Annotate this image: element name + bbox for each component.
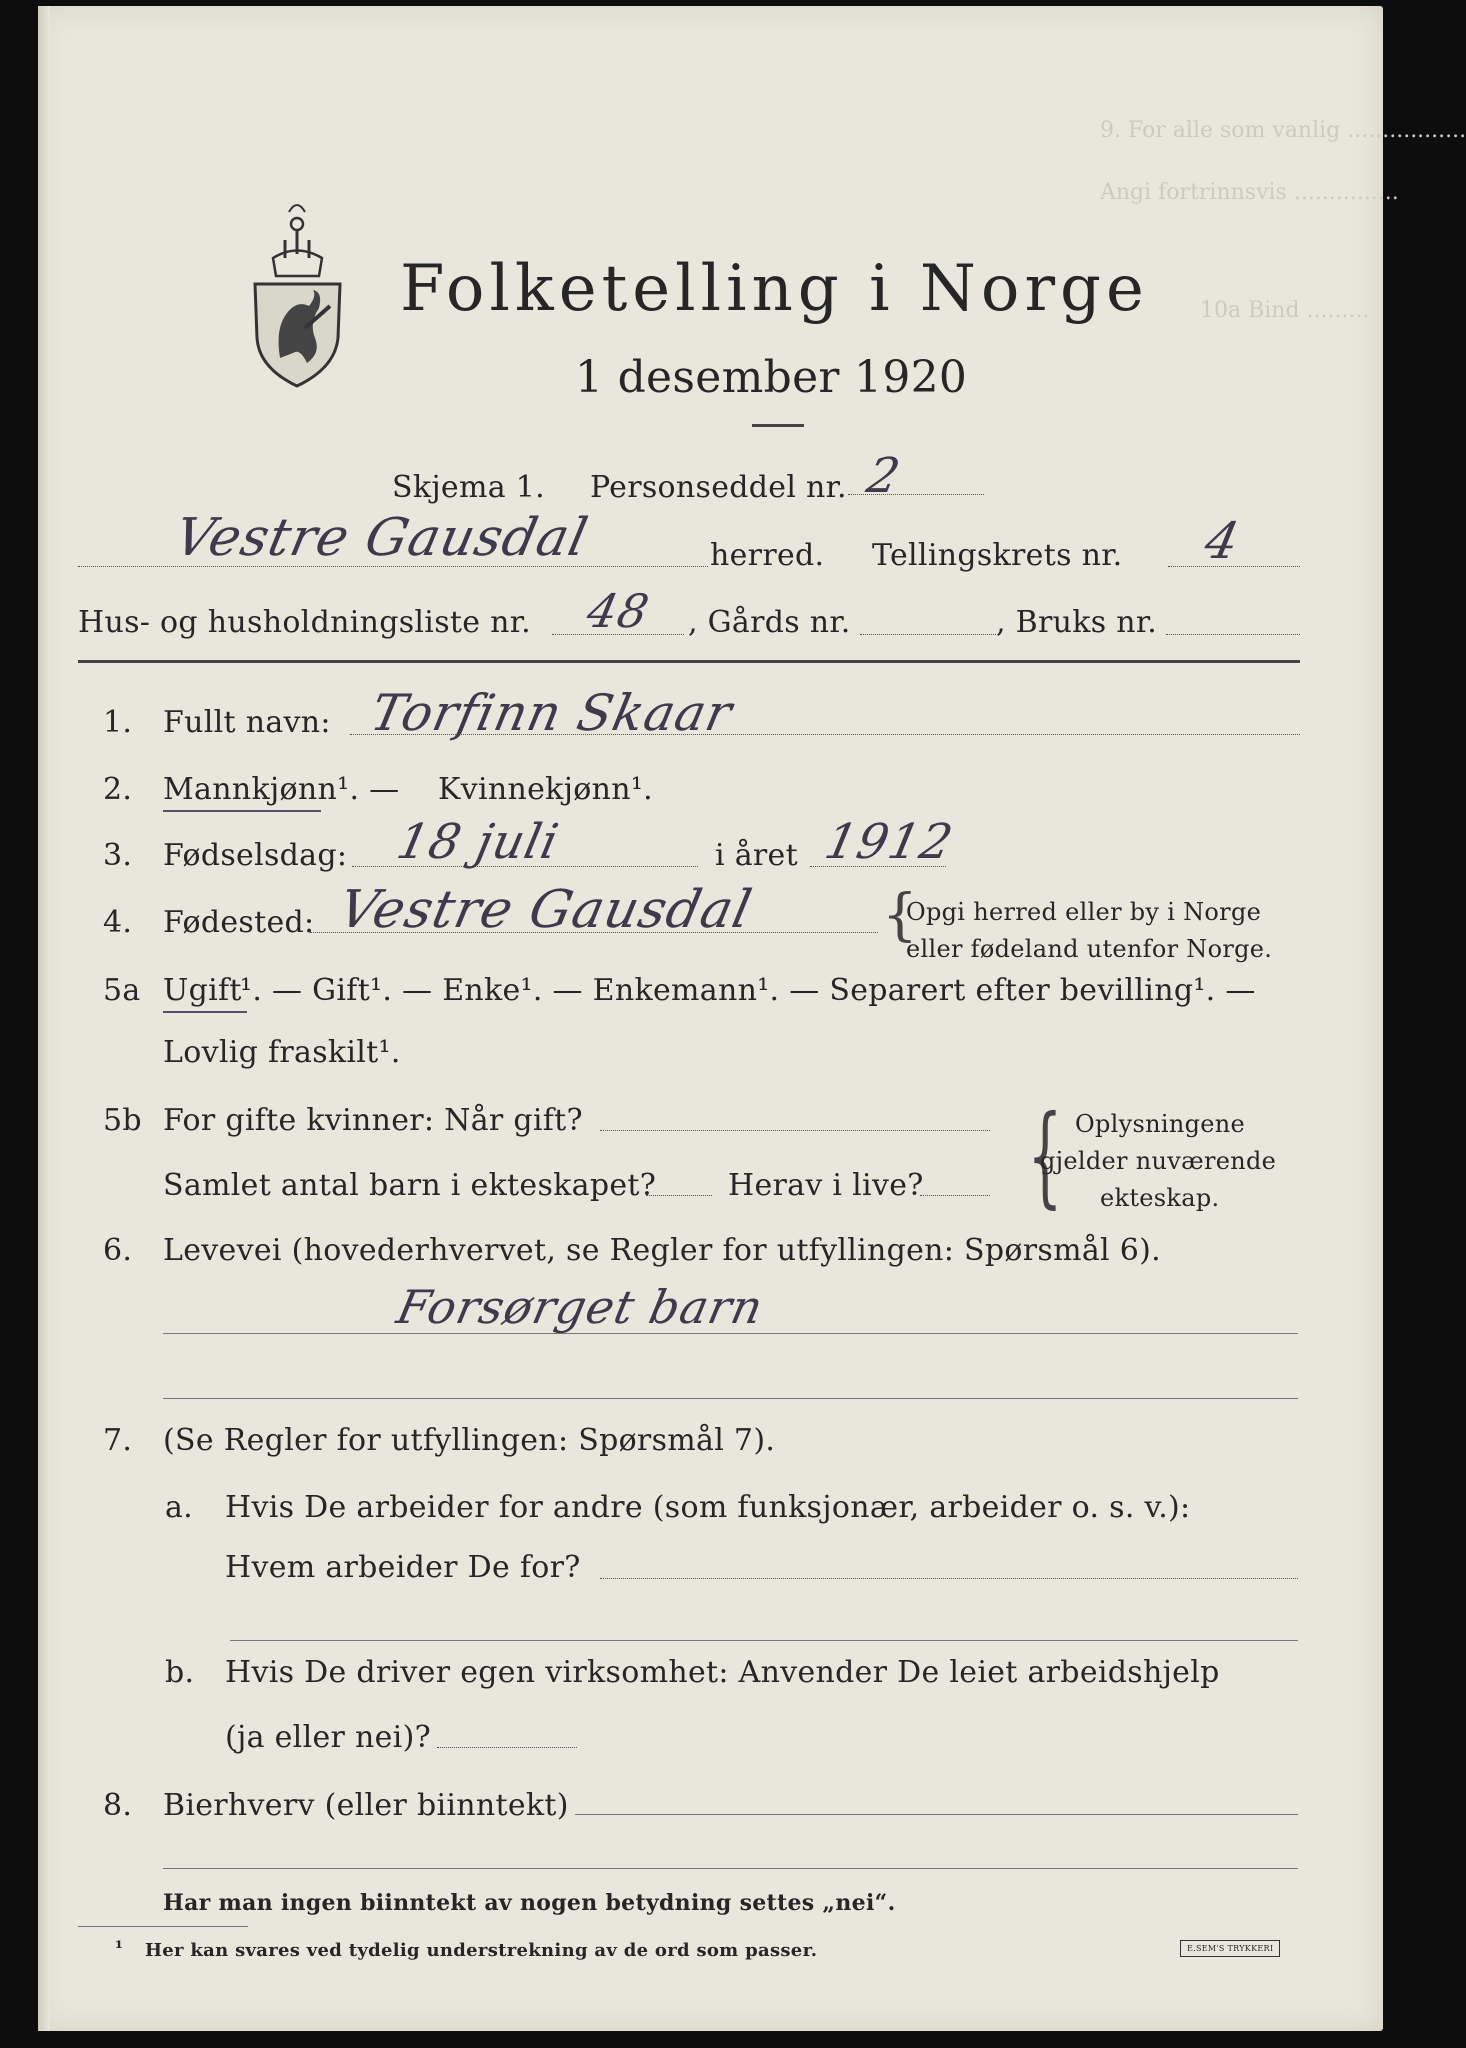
hired-help-field[interactable]	[437, 1747, 577, 1748]
footnote-text: Her kan svares ved tydelig understrekning av de ord som passer.	[145, 1940, 818, 1961]
q5b-children-label: Samlet antal barn i ekteskapet?	[163, 1168, 657, 1203]
q5b-note-3: ekteskap.	[1100, 1184, 1220, 1212]
employer-field-line-2[interactable]	[230, 1640, 1298, 1641]
male-underline-mark	[163, 810, 321, 812]
q5a-number: 5a	[103, 973, 141, 1008]
bruks-label: , Bruks nr.	[996, 605, 1158, 640]
husliste-value: 48	[582, 584, 655, 638]
bleed-through: 10a Bind .........	[1200, 298, 1370, 323]
personseddel-value: 2	[862, 448, 906, 504]
marital-other-options[interactable]: ¹. — Gift¹. — Enke¹. — Enkemann¹. — Separert efter bevilling¹. —	[240, 973, 1256, 1008]
q4-number: 4.	[103, 905, 133, 940]
gender-male-option[interactable]: Mannkjønn¹. —	[163, 772, 400, 807]
coat-of-arms-icon	[245, 188, 350, 388]
q5b-note-1: Oplysningene	[1075, 1110, 1246, 1138]
marital-ugift-option[interactable]: Ugift	[163, 973, 242, 1008]
census-date: 1 desember 1920	[575, 352, 968, 403]
printer-stamp: E.SEM'S TRYKKERI	[1180, 1940, 1280, 1957]
q7b-letter: b.	[165, 1655, 195, 1690]
full-name-value: Torfinn Skaar	[365, 684, 738, 742]
q6-number: 6.	[103, 1233, 133, 1268]
q8-number: 8.	[103, 1788, 133, 1823]
q4-label: Fødested:	[163, 905, 315, 940]
note-brace: {	[882, 883, 918, 948]
q5b-number: 5b	[103, 1103, 142, 1138]
children-count-field[interactable]	[646, 1195, 712, 1196]
marital-fraskilt-option[interactable]: Lovlig fraskilt¹.	[163, 1035, 401, 1070]
bruks-field[interactable]	[1166, 634, 1300, 635]
note-brace: {	[1027, 1091, 1063, 1219]
occupation-field-line-2[interactable]	[163, 1398, 1298, 1399]
title-divider	[752, 424, 804, 427]
q2-number: 2.	[103, 772, 133, 807]
birthdate-value: 18 juli	[392, 814, 564, 870]
herred-value: Vestre Gausdal	[169, 508, 594, 568]
bleed-through: 9. For alle som vanlig .................	[1100, 118, 1466, 143]
q8-label: Bierhverv (eller biinntekt)	[163, 1788, 569, 1823]
birth-year-value: 1912	[820, 814, 959, 870]
footnote-mark: ¹	[115, 1938, 124, 1959]
q7a-employer-label: Hvem arbeider De for?	[225, 1550, 581, 1585]
birthplace-value: Vestre Gausdal	[333, 880, 758, 940]
q7-label: (Se Regler for utfyllingen: Spørsmål 7).	[163, 1423, 776, 1458]
children-alive-field[interactable]	[920, 1195, 990, 1196]
q7-number: 7.	[103, 1423, 133, 1458]
tellingskrets-value: 4	[1199, 512, 1245, 570]
q7a-text: Hvis De arbeider for andre (som funksjonær, arbeider o. s. v.):	[225, 1490, 1191, 1525]
personseddel-label: Personseddel nr.	[590, 470, 847, 505]
form-title: Folketelling i Norge	[400, 252, 1149, 326]
side-income-field-line-2[interactable]	[163, 1868, 1298, 1869]
q7a-letter: a.	[165, 1490, 194, 1525]
year-label: i året	[715, 838, 798, 873]
birthplace-note-2: eller fødeland utenfor Norge.	[906, 935, 1273, 963]
q1-label: Fullt navn:	[163, 705, 331, 740]
tellingskrets-label: Tellingskrets nr.	[872, 538, 1123, 573]
header-divider	[78, 660, 1300, 663]
footnote-divider	[78, 1926, 248, 1927]
gender-female-option[interactable]: Kvinnekjønn¹.	[438, 772, 653, 807]
husliste-label: Hus- og husholdningsliste nr.	[78, 605, 531, 640]
ugift-underline-mark	[163, 1011, 247, 1013]
q7b-hire-label: (ja eller nei)?	[225, 1720, 431, 1755]
q5b-married-when: For gifte kvinner: Når gift?	[163, 1103, 583, 1138]
married-when-field[interactable]	[600, 1130, 990, 1131]
q3-number: 3.	[103, 838, 133, 873]
footer-note: Har man ingen biinntekt av nogen betydning settes „nei“.	[163, 1890, 896, 1916]
q5b-note-2: gjelder nuværende	[1040, 1147, 1277, 1175]
side-income-field[interactable]	[575, 1814, 1298, 1815]
skjema-label: Skjema 1.	[392, 470, 545, 505]
occupation-value: Forsørget barn	[392, 1280, 769, 1334]
gards-label: , Gårds nr.	[688, 605, 851, 640]
employer-field[interactable]	[600, 1578, 1298, 1579]
q3-label: Fødselsdag:	[163, 838, 348, 873]
bleed-through: Angi fortrinnsvis ...............	[1100, 180, 1399, 205]
herred-label: herred.	[710, 538, 825, 573]
birthplace-note-1: Opgi herred eller by i Norge	[906, 898, 1262, 926]
page-edge	[38, 6, 50, 2031]
gards-field[interactable]	[860, 634, 996, 635]
q5b-alive-label: Herav i live?	[728, 1168, 924, 1203]
tellingskrets-field[interactable]	[1168, 566, 1300, 567]
q7b-text: Hvis De driver egen virksomhet: Anvender De leiet arbeidshjelp	[225, 1655, 1220, 1690]
q6-label: Levevei (hovederhvervet, se Regler for utfyllingen: Spørsmål 6).	[163, 1233, 1161, 1268]
q1-number: 1.	[103, 705, 133, 740]
